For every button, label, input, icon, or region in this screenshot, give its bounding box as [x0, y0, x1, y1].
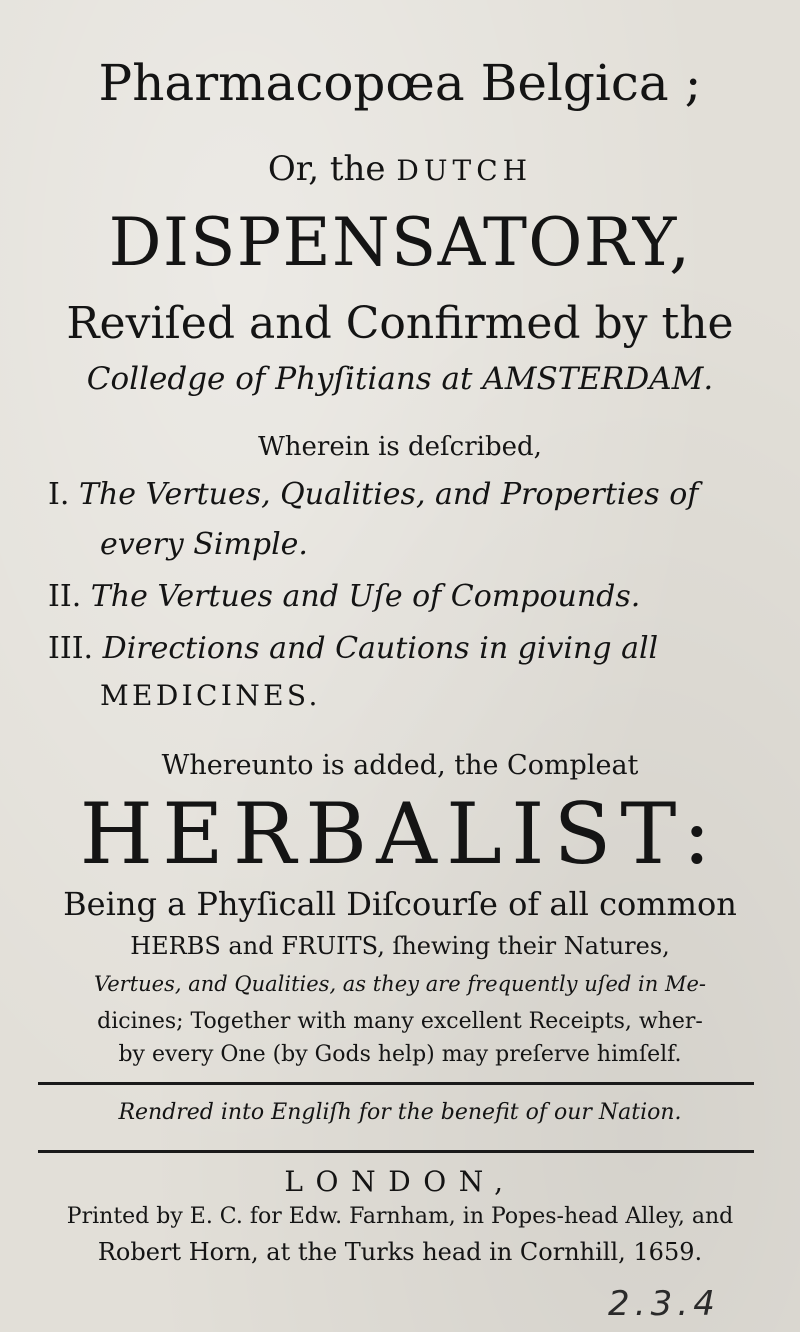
- lower-divider: [38, 1150, 754, 1153]
- wherein-heading: Wherein is deſcribed,: [258, 432, 542, 462]
- whereunto-heading: Whereunto is added, the Compleat: [161, 750, 639, 781]
- imprint-line-1: Printed by E. C. for Edw. Farnham, in Popes-head Alley, and: [66, 1204, 734, 1229]
- subtitle-line-2: Colledge of Phyſitians at AMSTERDAM.: [86, 361, 714, 397]
- list-item-3: [48, 631, 659, 666]
- list-item-2-number: II.: [48, 579, 82, 614]
- imprint-place: LONDON,: [284, 1165, 516, 1198]
- rendred-note: Rendred into Engliſh for the benefit of our Nation.: [118, 1100, 682, 1125]
- shelfmark-annotation: 2.3.4: [608, 1284, 721, 1324]
- title-line-2-prefix: Or, the: [267, 149, 386, 189]
- title-line-2-word: DUTCH: [396, 154, 533, 187]
- description-line-4: dicines; Together with many excellent Receipts, wher-: [97, 1009, 703, 1034]
- list-item-2-text: The Vertues and Uſe of Compounds.: [90, 579, 641, 614]
- herbalist-title: HERBALIST:: [79, 785, 721, 883]
- title-line-2: [0, 149, 800, 189]
- title-line-3: DISPENSATORY,: [108, 204, 692, 281]
- description-line-5: by every One (by Gods help) may preſerve himſelf.: [118, 1042, 682, 1067]
- list-item-2: [48, 579, 641, 614]
- list-item-1-number: I.: [48, 477, 70, 512]
- description-line-3: Vertues, and Qualities, as they are frequently uſed in Me-: [94, 972, 706, 996]
- description-line-1: Being a Phyſicall Diſcourſe of all common: [63, 885, 737, 923]
- subtitle-line-1: Reviſed and Confirmed by the: [66, 298, 734, 349]
- title-line-1: Pharmacopœa Belgica ;: [98, 54, 702, 112]
- list-item-1-continuation: every Simple.: [100, 527, 308, 562]
- list-item-1: [48, 477, 699, 512]
- list-item-3-text: Directions and Cautions in giving all: [102, 631, 659, 666]
- list-item-3-number: III.: [48, 631, 94, 666]
- description-line-2: HERBS and FRUITS, ſhewing their Natures,: [130, 932, 670, 960]
- list-item-3-continuation: MEDICINES.: [100, 679, 321, 712]
- imprint-line-2: Robert Horn, at the Turks head in Cornhill, 1659.: [97, 1238, 703, 1266]
- list-item-1-text: The Vertues, Qualities, and Properties of: [78, 477, 699, 512]
- upper-divider: [38, 1082, 754, 1085]
